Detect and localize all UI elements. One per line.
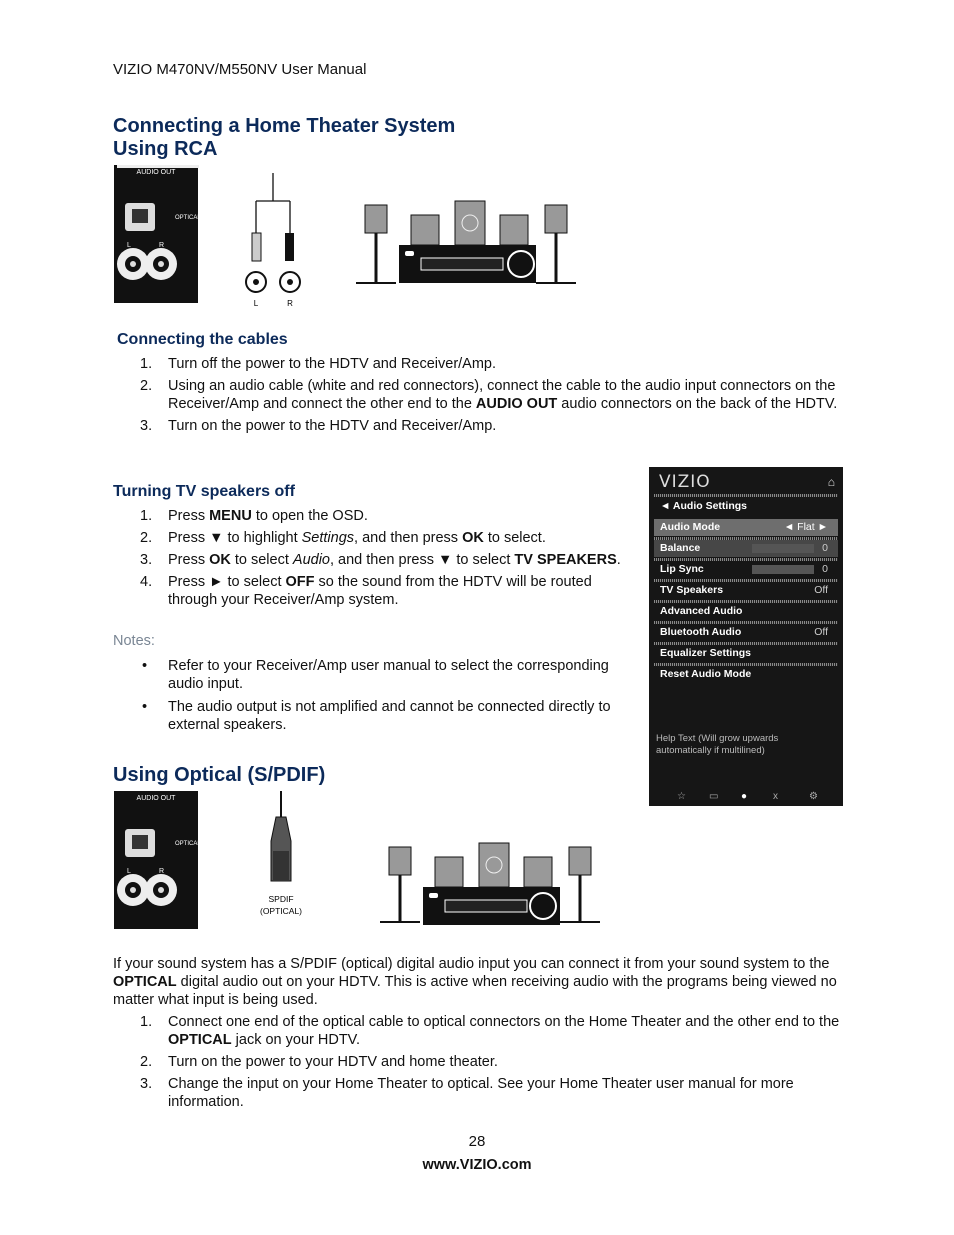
- plug-l-label: L: [253, 299, 259, 308]
- audio-out-label: AUDIO OUT: [136, 795, 176, 802]
- list-item: • The audio output is not amplified and cannot be connected directly to external speakers.: [113, 698, 638, 734]
- right-port-label: R: [159, 868, 165, 875]
- optical-intro-paragraph: If your sound system has a S/PDIF (optical) digital audio input you can connect it from your sound system to the OPTICAL digital audio out on your HDTV. This is active when receiving audio with the programs being viewed no matter what input is being used.: [113, 956, 837, 1008]
- optical-cable: [271, 791, 291, 881]
- red-plug: [285, 233, 294, 261]
- optical-connection-diagram: [113, 789, 613, 931]
- balance-slider: [752, 544, 814, 553]
- spdif-label: SPDIF: [268, 894, 294, 904]
- osd-row-tv-speakers: TV Speakers Off: [660, 584, 828, 596]
- list-item: 1. Press MENU to open the OSD.: [140, 508, 368, 524]
- list-item: 3. Change the input on your Home Theater to optical. See your Home Theater user manual for more information.: [140, 1076, 794, 1110]
- list-item: 2. Press ▼ to highlight Settings, and then press OK to select.: [140, 530, 546, 546]
- star-icon: ☆: [677, 791, 686, 802]
- osd-menu-title: ◄ Audio Settings: [660, 500, 748, 512]
- back-arrow-icon: ◄: [660, 500, 673, 512]
- rca-connection-diagram: [113, 163, 593, 313]
- menu-icon: ▭: [709, 791, 719, 802]
- page-number: 28: [468, 1133, 486, 1150]
- section-title-home-theater: Connecting a Home Theater System: [113, 115, 456, 137]
- list-item: 1. Connect one end of the optical cable to optical connectors on the Home Theater and the other end to the OPTICAL jack on your HDTV.: [140, 1014, 840, 1048]
- tv-speakers-steps: [113, 507, 638, 613]
- home-theater-system: [380, 843, 600, 925]
- left-port-label: L: [127, 868, 131, 875]
- list-item: 2. Turn on the power to your HDTV and home theater.: [140, 1054, 498, 1070]
- plug-r-label: R: [287, 299, 293, 308]
- tv-audio-out-panel: [114, 791, 198, 929]
- connecting-cables-heading: Connecting the cables: [117, 331, 288, 348]
- notes-list: [113, 657, 638, 739]
- rca-cable: [256, 173, 290, 233]
- home-theater-system: [356, 201, 576, 283]
- home-icon: ⌂: [827, 475, 835, 489]
- list-item: 4. Press ► to select OFF so the sound from the HDTV will be routed through your Receiver/Amp system.: [140, 574, 592, 608]
- osd-audio-settings-menu: [649, 467, 843, 806]
- notes-label: Notes:: [113, 633, 155, 649]
- lip-sync-slider: [752, 565, 814, 574]
- vizio-logo: VIZIO: [659, 472, 711, 492]
- manual-header: VIZIO M470NV/M550NV User Manual: [113, 61, 367, 78]
- osd-row-equalizer: Equalizer Settings: [660, 647, 752, 659]
- osd-footer-icons: [649, 788, 843, 806]
- list-item: 3. Press OK to select Audio, and then press ▼ to select TV SPEAKERS.: [140, 552, 621, 568]
- connecting-cables-steps: [113, 355, 848, 439]
- section-title-using-rca: Using RCA: [113, 138, 218, 160]
- osd-row-bluetooth-audio: Bluetooth Audio Off: [660, 626, 828, 638]
- list-item: 2. Using an audio cable (white and red connectors), connect the cable to the audio input connectors on the Receiver/Amp and connect the other end to the AUDIO OUT audio connectors on the back of the HDTV.: [140, 378, 838, 412]
- tv-audio-out-panel: [114, 165, 199, 303]
- white-plug: [252, 233, 261, 261]
- osd-row-audio-mode: Audio Mode ◄ Flat ►: [654, 519, 838, 536]
- gear-icon: ⚙: [809, 791, 818, 802]
- left-port-label: L: [127, 242, 131, 249]
- osd-row-balance: Balance 0: [654, 540, 838, 557]
- list-item: • Refer to your Receiver/Amp user manual to select the corresponding audio input.: [113, 657, 638, 693]
- tv-speakers-heading: Turning TV speakers off: [113, 483, 295, 500]
- list-item: 3. Turn on the power to the HDTV and Receiver/Amp.: [140, 418, 497, 434]
- osd-row-advanced-audio: Advanced Audio: [660, 605, 743, 617]
- vizio-v-icon: ●: [741, 791, 748, 802]
- osd-row-lip-sync: Lip Sync 0: [660, 563, 828, 575]
- exit-icon: x: [773, 791, 778, 802]
- right-port-label: R: [159, 242, 165, 249]
- section-title-optical: Using Optical (S/PDIF): [113, 764, 326, 786]
- footer-url: www.VIZIO.com: [422, 1157, 532, 1173]
- list-item: 1. Turn off the power to the HDTV and Receiver/Amp.: [140, 356, 497, 372]
- osd-row-reset-audio: Reset Audio Mode: [660, 668, 752, 680]
- optical-port-label: OPTICAL: [175, 215, 201, 221]
- osd-help-text: Help Text (Will grow upwards automatically if multilined): [656, 733, 779, 756]
- optical-steps: [113, 1013, 848, 1115]
- spdif-optical-label: (OPTICAL): [259, 906, 303, 916]
- audio-out-label: AUDIO OUT: [136, 169, 176, 176]
- optical-port-label: OPTICAL: [175, 841, 201, 847]
